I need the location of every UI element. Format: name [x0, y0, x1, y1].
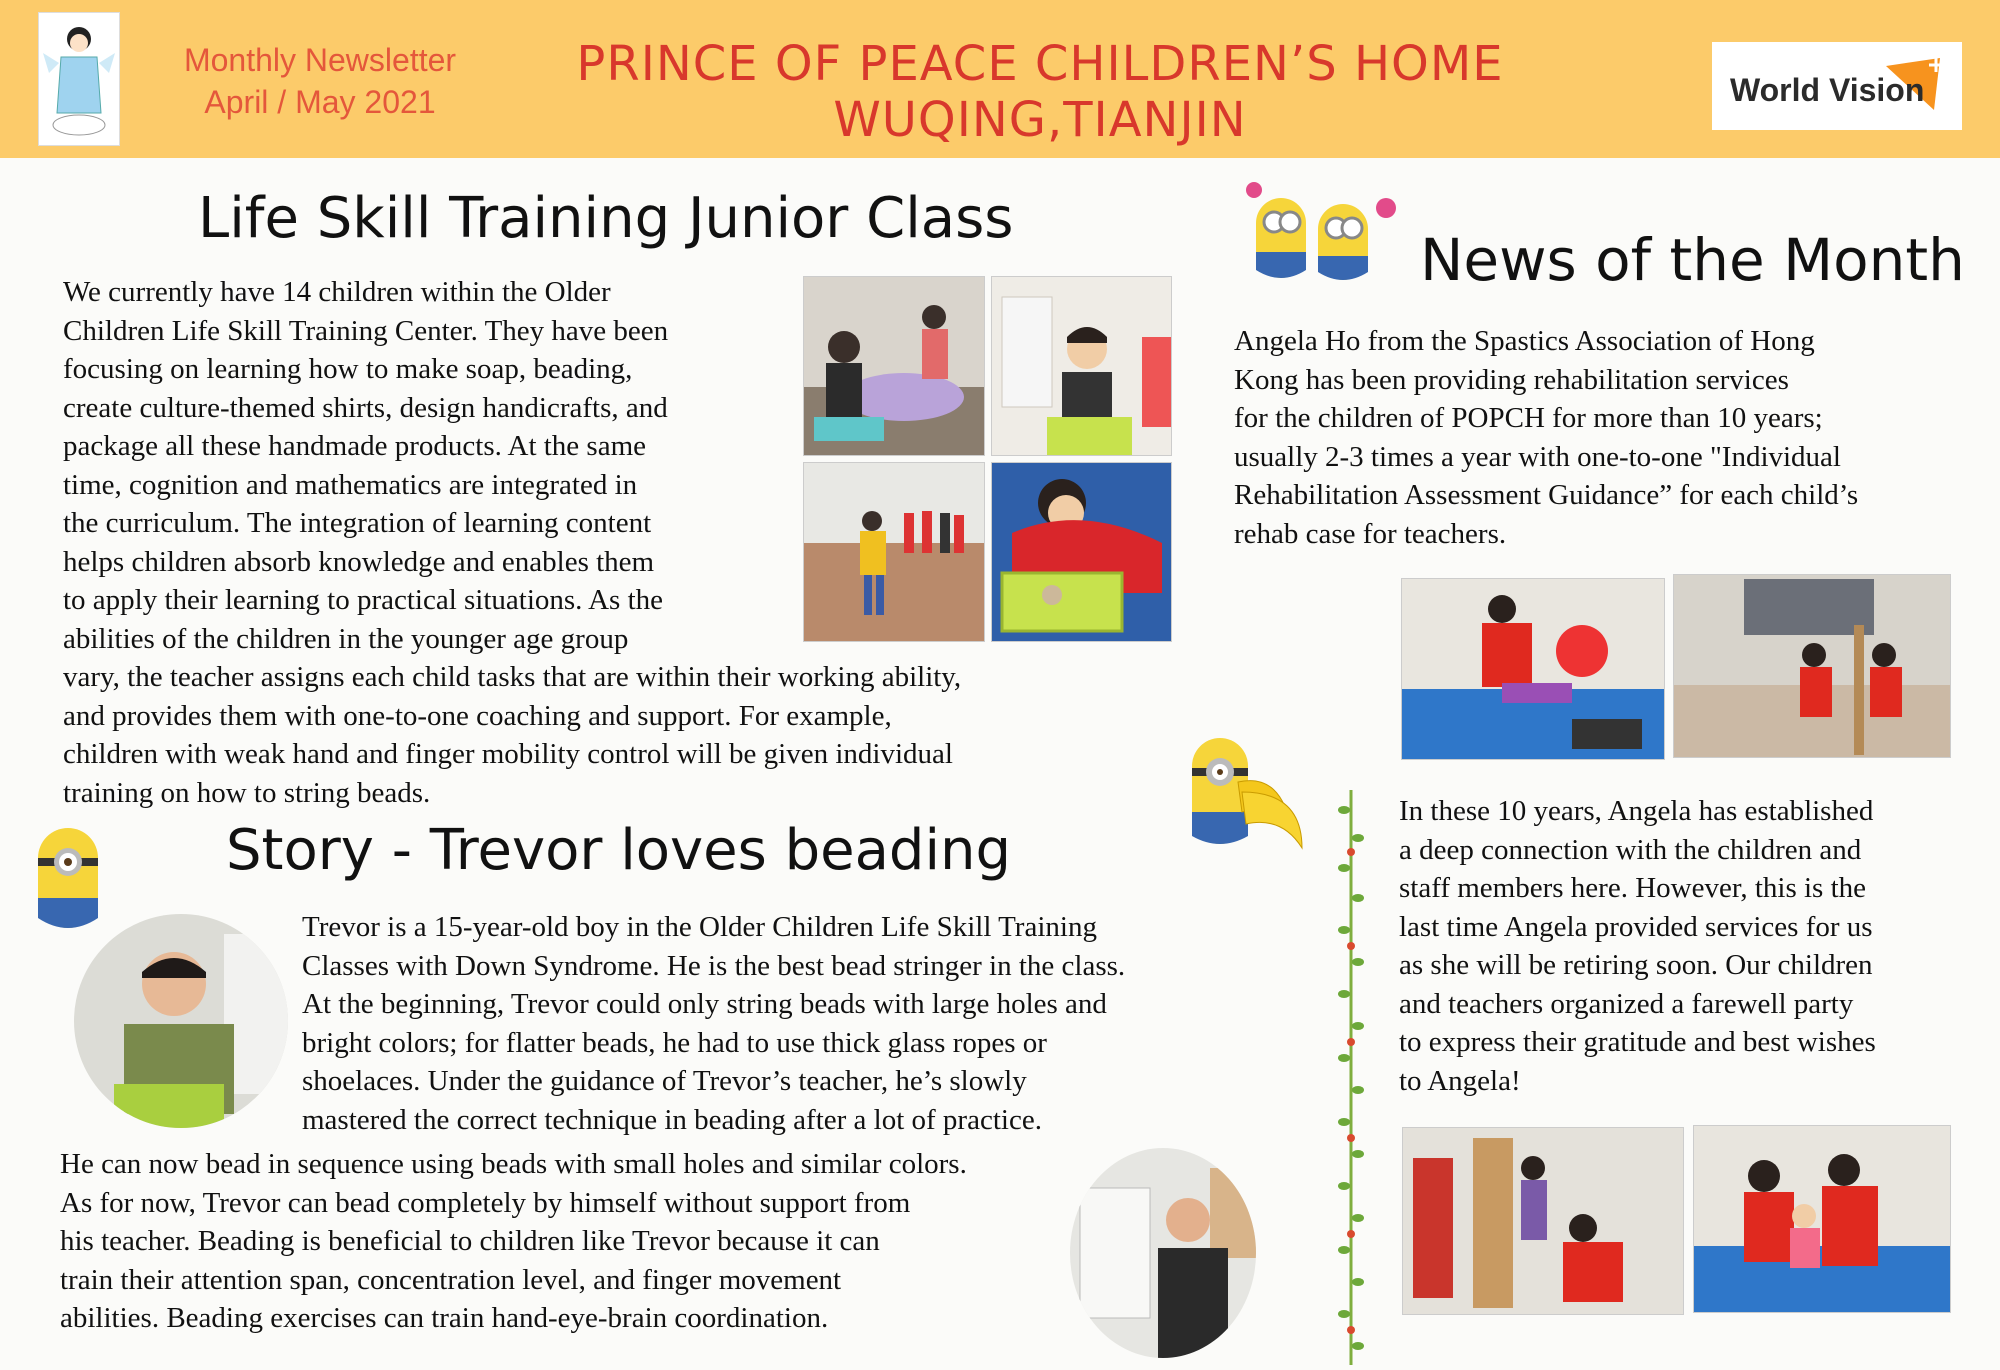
- text-line: usually 2-3 times a year with one-to-one "Individual: [1234, 440, 1841, 473]
- text-line: to express their gratitude and best wishes: [1399, 1026, 1876, 1058]
- vine-divider: [1338, 790, 1364, 1365]
- text-line: As for now, Trevor can bead completely by himself without support from: [60, 1186, 911, 1219]
- world-vision-text: World Vision: [1730, 72, 1925, 108]
- text-line: Classes with Down Syndrome. He is the best bead stringer in the class.: [302, 949, 1126, 982]
- text-line: train their attention span, concentration level, and finger movement: [60, 1263, 842, 1296]
- story-body-bottom: [60, 1145, 1140, 1338]
- text-line: time, cognition and mathematics are integrated in: [63, 468, 638, 501]
- world-vision-logo: [1712, 42, 1962, 130]
- text-line: We currently have 14 children within the Older: [63, 276, 611, 308]
- text-line: At the beginning, Trevor could only string beads with large holes and: [302, 988, 1107, 1020]
- text-line: to apply their learning to practical situations. As the: [63, 584, 663, 616]
- minions-group-icon: [1246, 178, 1402, 288]
- text-line: bright colors; for flatter beads, he had to use thick glass ropes or: [302, 1026, 1047, 1059]
- text-line: create culture-themed shirts, design handicrafts, and: [63, 391, 668, 424]
- text-line: a deep connection with the children and: [1399, 833, 1862, 866]
- angel-logo: [38, 12, 120, 146]
- text-line: Rehabilitation Assessment Guidance” for each child’s: [1234, 479, 1859, 511]
- text-line: Trevor is a 15-year-old boy in the Older Children Life Skill Training: [302, 911, 1097, 943]
- minion-left-icon: [24, 818, 112, 938]
- home-location: WUQING,TIANJIN: [833, 92, 1247, 148]
- text-line: In these 10 years, Angela has established: [1399, 795, 1874, 827]
- text-line: vary, the teacher assigns each child tasks that are within their working ability,: [63, 661, 962, 693]
- text-line: and teachers organized a farewell party: [1399, 987, 1854, 1020]
- text-line: package all these handmade products. At the same: [63, 430, 647, 462]
- photo-boy-with-basket: [991, 276, 1172, 456]
- text-line: helps children absorb knowledge and enables them: [63, 545, 655, 578]
- text-line: his teacher. Beading is beneficial to children like Trevor because it can: [60, 1225, 880, 1257]
- news-body-bottom: [1399, 792, 1999, 1100]
- text-line: training on how to string beads.: [63, 776, 431, 809]
- photo-boy-sorting: [991, 462, 1172, 642]
- text-line: for the children of POPCH for more than 10 years;: [1234, 402, 1823, 434]
- text-line: Angela Ho from the Spastics Association of Hong: [1234, 325, 1815, 357]
- photo-balance-walk: [803, 462, 985, 642]
- text-line: the curriculum. The integration of learning content: [63, 507, 652, 539]
- life-skill-title: Life Skill Training Junior Class: [198, 186, 1014, 251]
- newsletter-date: April / May 2021: [204, 84, 436, 120]
- news-title: News of the Month: [1420, 226, 1965, 294]
- photo-rehab-mat: [1401, 578, 1665, 760]
- text-line: rehab case for teachers.: [1234, 517, 1507, 550]
- photo-farewell-hug: [1693, 1125, 1951, 1313]
- text-line: focusing on learning how to make soap, beading,: [63, 353, 633, 385]
- photo-farewell-wall-bars: [1402, 1127, 1684, 1315]
- text-line: Kong has been providing rehabilitation services: [1234, 363, 1789, 396]
- news-body-top: [1234, 322, 1994, 553]
- text-line: as she will be retiring soon. Our children: [1399, 949, 1873, 981]
- text-line: shoelaces. Under the guidance of Trevor’s teacher, he’s slowly: [302, 1065, 1027, 1097]
- photo-trevor-at-wall: [1070, 1148, 1256, 1358]
- home-title: PRINCE OF PEACE CHILDREN’S HOME: [576, 36, 1504, 92]
- text-line: abilities. Beading exercises can train hand-eye-brain coordination.: [60, 1302, 829, 1334]
- photo-soap-making: [803, 276, 985, 456]
- story-title: Story - Trevor loves beading: [226, 818, 1012, 883]
- text-line: abilities of the children in the younger age group: [63, 622, 629, 655]
- text-line: mastered the correct technique in beading after a lot of practice.: [302, 1103, 1042, 1136]
- story-body-top: [302, 908, 1302, 1139]
- minion-bananas-icon: [1172, 732, 1312, 856]
- newsletter-label: Monthly Newsletter: [183, 42, 457, 78]
- text-line: to Angela!: [1399, 1064, 1521, 1097]
- text-line: children with weak hand and finger mobility control will be given individual: [63, 738, 953, 770]
- photo-trevor-beading: [74, 914, 288, 1128]
- text-line: last time Angela provided services for us: [1399, 910, 1873, 943]
- text-line: He can now bead in sequence using beads with small holes and similar colors.: [60, 1148, 967, 1180]
- text-line: staff members here. However, this is the: [1399, 872, 1867, 904]
- text-line: and provides them with one-to-one coaching and support. For example,: [63, 699, 892, 732]
- text-line: Children Life Skill Training Center. They have been: [63, 314, 669, 347]
- photo-rehab-room: [1673, 574, 1951, 758]
